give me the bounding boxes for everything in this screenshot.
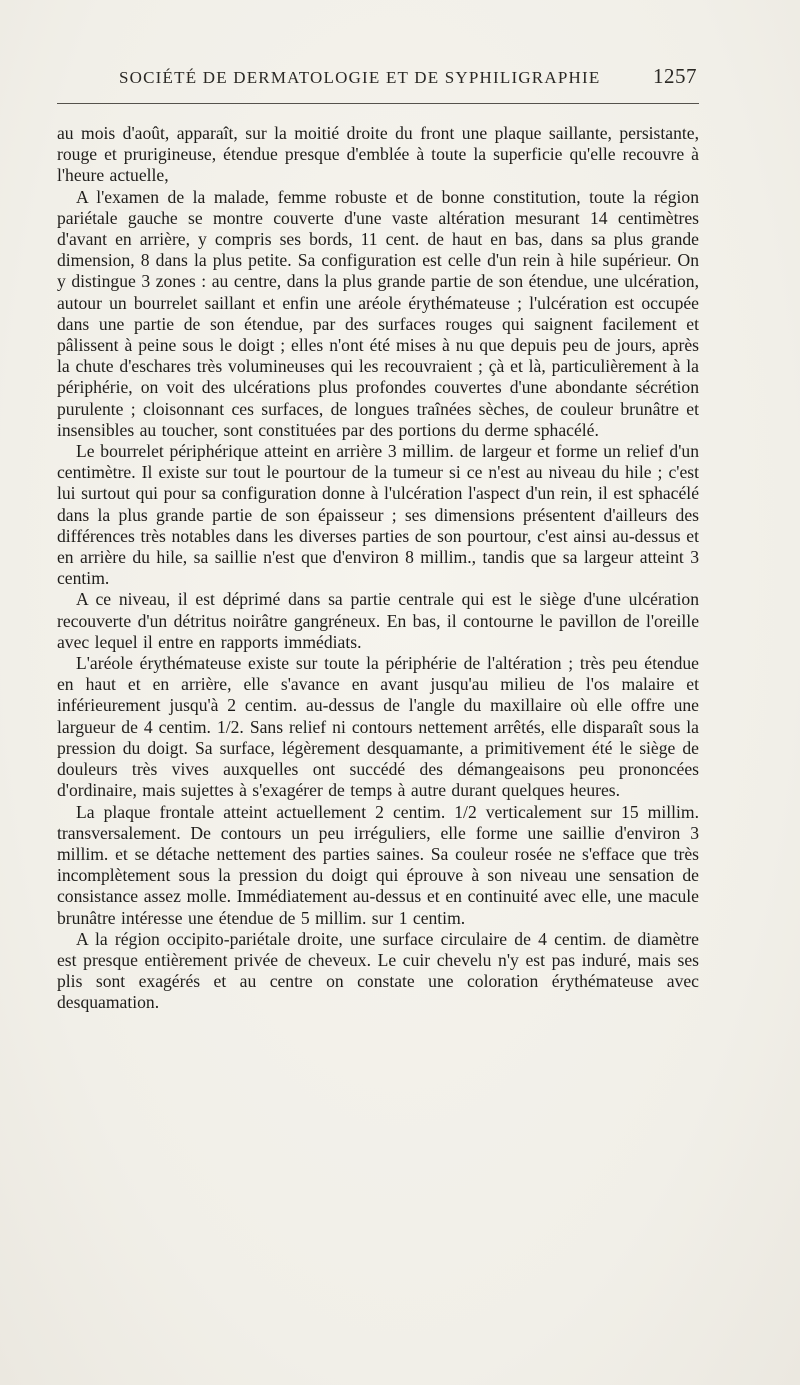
paragraph-6: La plaque frontale atteint actuellement 2 centim. 1/2 verticalement sur 15 millim. transversalement. De contours un peu irréguliers, elle forme une saillie d'environ 3 millim. et se détache nettement des parties saines. Sa couleur rosée ne s'efface que très incomplètement sous la pression du doigt qui éprouve à son niveau une sensation de consistance assez molle. Immédiatement au-dessus et en continuité avec elle, une macule brunâtre intéresse une étendue de 5 millim. sur 1 centim. — [57, 801, 699, 928]
body-text — [57, 123, 699, 1014]
paragraph-4: A ce niveau, il est déprimé dans sa partie centrale qui est le siège d'une ulcération recouverte d'un détritus noirâtre gangréneux. En bas, il contourne le pavillon de l'oreille avec lequel il entre en rapports immédiats. — [57, 589, 699, 652]
header-rule — [57, 103, 699, 104]
paragraph-7: A la région occipito-pariétale droite, une surface circulaire de 4 centim. de diamètre est presque entièrement privée de cheveux. Le cuir chevelu n'y est pas induré, mais ses plis sont exagérés et au centre on constate une coloration érythémateuse avec desquamation. — [57, 928, 699, 1013]
page-number: 1257 — [653, 64, 697, 88]
page-header — [57, 60, 699, 100]
paragraph-2: A l'examen de la malade, femme robuste et de bonne constitution, toute la région pariétale gauche se montre couverte d'une vaste altération mesurant 14 centimètres d'avant en arrière, y compris ses bords, 11 cent. de haut en bas, dans sa plus grande dimension, 8 dans la plus petite. Sa configuration est celle d'un rein à hile supérieur. On y distingue 3 zones : au centre, dans la plus grande partie de son étendue, une ulcération, autour un bourrelet saillant et enfin une aréole érythémateuse ; l'ulcération est occupée dans une partie de son étendue, par des surfaces rouges qui saignent facilement et pâlissent à peine sous le doigt ; elles n'ont été mises à nu que depuis peu de jours, après la chute d'eschares très volumineuses qui les recouvraient ; çà et là, particulièrement à la périphérie, on voit des ulcérations plus profondes couvertes d'une abondante sécrétion purulente ; cloisonnant ces surfaces, de longues traînées sèches, de couleur brunâtre et insensibles au toucher, sont constituées par des portions du derme sphacélé. — [57, 186, 699, 440]
running-title: SOCIÉTÉ DE DERMATOLOGIE ET DE SYPHILIGRAPHIE — [119, 68, 601, 87]
paragraph-5: L'aréole érythémateuse existe sur toute la périphérie de l'altération ; très peu étendue en haut et en arrière, elle s'avance en avant jusqu'au milieu de l'os malaire et inférieurement jusqu'à 2 centim. au-dessus de l'angle du maxillaire où elle offre une largueur de 4 centim. 1/2. Sans relief ni contours nettement arrêtés, elle disparaît sous la pression du doigt. Sa surface, légèrement desquamante, a primitivement été le siège de douleurs très vives auxquelles ont succédé des démangeaisons peu prononcées d'ordinaire, mais sujettes à s'exagérer de temps à autre durant quelques heures. — [57, 653, 699, 801]
paragraph-1: au mois d'août, apparaît, sur la moitié droite du front une plaque saillante, persistante, rouge et prurigineuse, étendue presque d'emblée à toute la superficie qu'elle recouvre à l'heure actuelle, — [57, 123, 699, 186]
paragraph-3: Le bourrelet périphérique atteint en arrière 3 millim. de largeur et forme un relief d'un centimètre. Il existe sur tout le pourtour de la tumeur si ce n'est au niveau du hile ; c'est lui surtout qui pour sa configuration donne à l'ulcération l'aspect d'un rein, il est sphacélé dans la plus grande partie de son épaisseur ; ses dimensions présentent d'ailleurs des différences très notables dans les diverses parties de son pourtour, c'est ainsi au-dessus et en arrière du hile, sa saillie n'est que d'environ 8 millim., tandis que sa largeur atteint 3 centim. — [57, 441, 699, 589]
